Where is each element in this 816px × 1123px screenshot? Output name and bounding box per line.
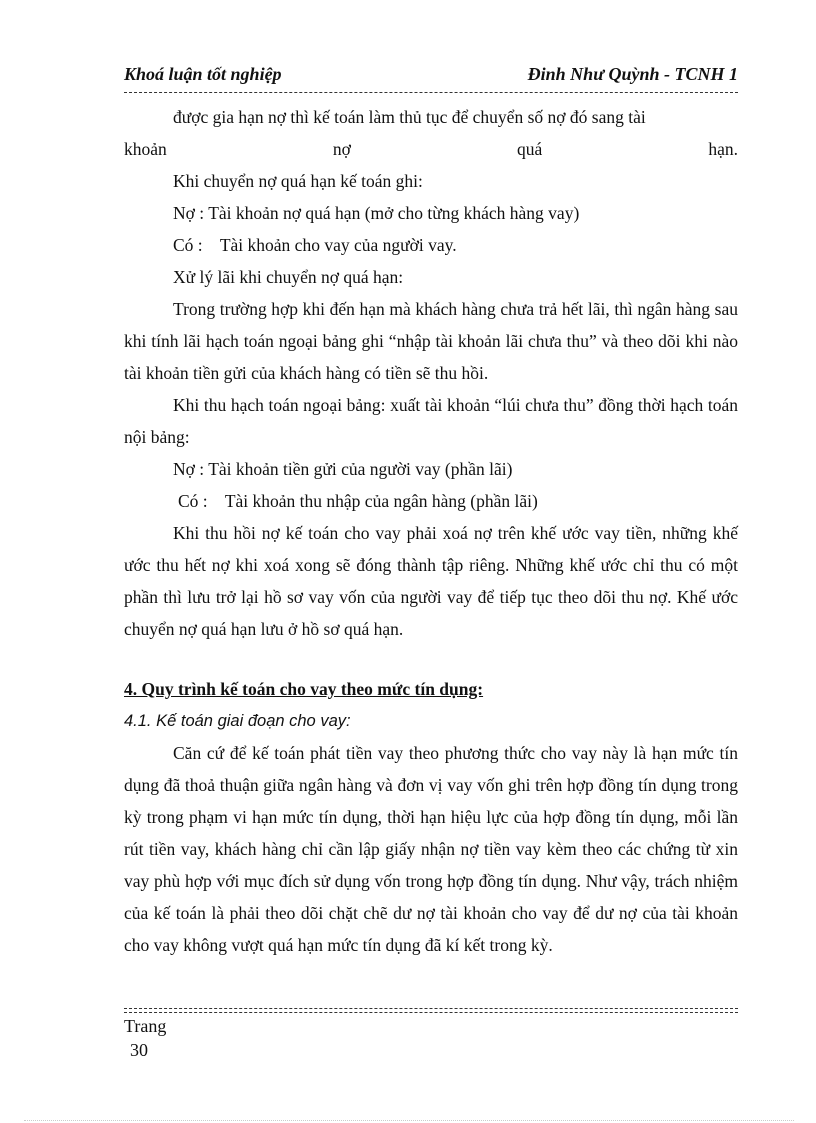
word: nợ xyxy=(332,139,351,159)
section-heading: 4. Quy trình kế toán cho vay theo mức tín dụng: xyxy=(124,679,484,699)
header-divider xyxy=(124,92,738,93)
footer-divider-2 xyxy=(124,1012,738,1013)
word: quá xyxy=(516,139,543,159)
header-thesis-title: Khoá luận tốt nghiệp xyxy=(124,64,282,84)
paragraph-7: Khi thu hạch toán ngoại bảng: xuất tài khoản “lúi chưa thu” đồng thời hạch toán nội bảng: xyxy=(124,395,738,447)
footer-page-label: Trang xyxy=(124,1016,167,1036)
footer-divider xyxy=(124,1008,738,1009)
section-body: Căn cứ để kế toán phát tiền vay theo phương thức cho vay này là hạn mức tín dụng đã thoả thuận giữa ngân hàng và đơn vị vay vốn ghi trên hợp đồng tín dụng trong kỳ trong phạm vi hạn mức tín dụng, thời hạn hiệu lực của hợp đồng tín dụng, mỗi lần rút tiền vay, khách hàng chỉ cần lập giấy nhận nợ tiền vay kèm theo các chứng từ xin vay phù hợp với mục đích sử dụng vốn trong hợp đồng tín dụng. Như vậy, trách nhiệm của kế toán là phải theo dõi chặt chẽ dư nợ tài khoản cho vay để dư nợ của tài khoản cho vay không vượt quá hạn mức tín dụng đã kí kết trong kỳ. xyxy=(124,743,738,955)
bottom-border xyxy=(24,1120,794,1121)
debit-entry-overdue: Nợ : Tài khoản nợ quá hạn (mở cho từng khách hàng vay) xyxy=(173,203,580,223)
paragraph-1-line-1: được gia hạn nợ thì kế toán làm thủ tục để chuyển số nợ đó sang tài xyxy=(173,107,646,127)
paragraph-10: Khi thu hồi nợ kế toán cho vay phải xoá nợ trên khế ước vay tiền, những khế ước thu hết nợ khi xoá xong sẽ đóng thành tập riêng. Những khế ước chỉ thu có một phần thì lưu trở lại hồ sơ vay vốn của người vay để tiếp tục theo dõi thu nợ. Khế ước chuyển nợ quá hạn lưu ở hồ sơ quá hạn. xyxy=(124,523,738,639)
credit-entry-loan: Có : Tài khoản cho vay của người vay. xyxy=(173,235,457,255)
paragraph-6: Trong trường hợp khi đến hạn mà khách hàng chưa trả hết lãi, thì ngân hàng sau khi tính lãi hạch toán ngoại bảng ghi “nhập tài khoản lãi chưa thu” và theo dõi khi nào tài khoản tiền gửi của khách hàng có tiền sẽ thu hồi. xyxy=(124,299,738,383)
debit-entry-deposit: Nợ : Tài khoản tiền gửi của người vay (phần lãi) xyxy=(173,459,513,479)
page-number: 30 xyxy=(130,1040,148,1060)
credit-entry-income: Có : Tài khoản thu nhập của ngân hàng (phần lãi) xyxy=(178,491,538,511)
page-footer xyxy=(124,1014,166,1062)
header-author: Đinh Như Quỳnh - TCNH 1 xyxy=(527,64,738,84)
page-body xyxy=(124,101,738,961)
word: hạn. xyxy=(708,139,738,159)
paragraph-2: Khi chuyển nợ quá hạn kế toán ghi: xyxy=(173,171,423,191)
word: khoản xyxy=(124,139,167,159)
paragraph-interest-handling: Xử lý lãi khi chuyển nợ quá hạn: xyxy=(173,267,404,287)
section-subheading: 4.1. Kế toán giai đoạn cho vay: xyxy=(124,712,351,730)
paragraph-1-line-2 xyxy=(124,133,738,165)
page-header xyxy=(124,64,738,90)
